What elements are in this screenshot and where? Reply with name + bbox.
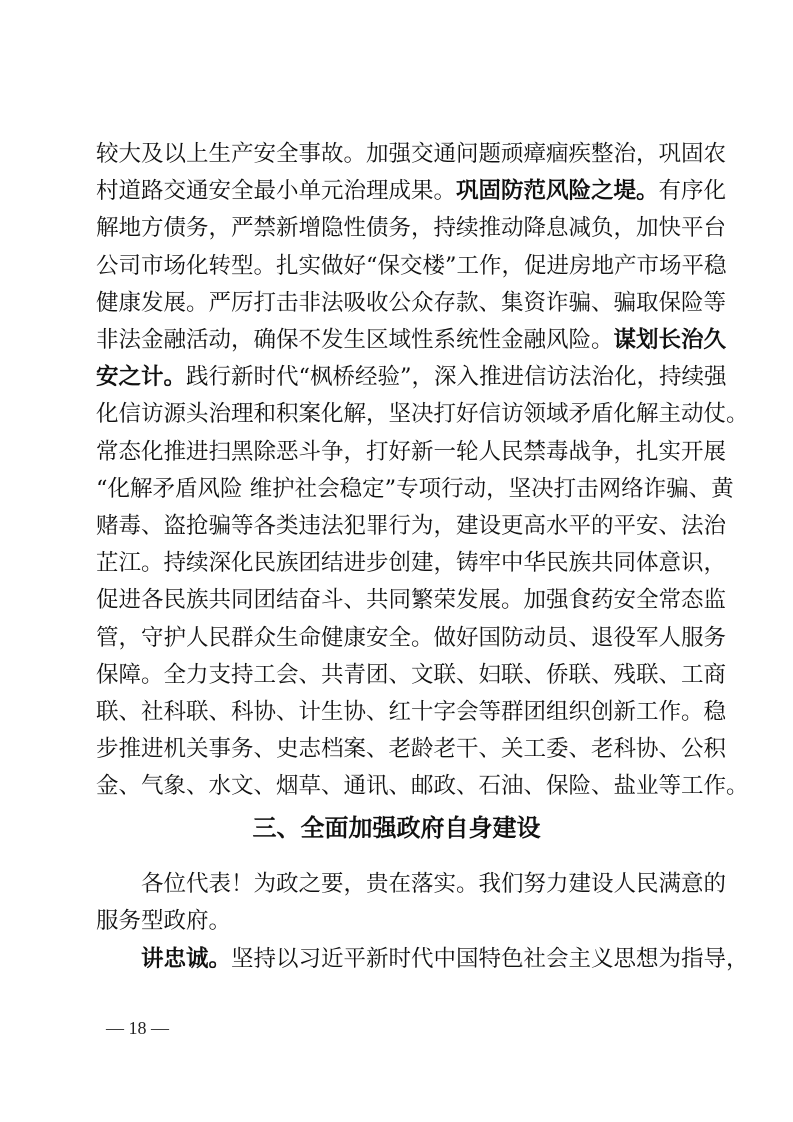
text-line — [96, 582, 727, 619]
bold-lead-text: 巩固防范风险之堤。 — [456, 178, 659, 205]
text-line — [96, 210, 727, 247]
text-segment: 步推进机关事务、史志档案、老龄老干、关工委、老科协、公积 — [96, 736, 727, 763]
bold-lead-text: 讲忠诚。 — [141, 946, 232, 972]
text-line — [96, 694, 727, 731]
text-line — [96, 620, 727, 657]
text-line — [141, 941, 749, 978]
text-segment: 保障。全力支持工会、共青团、文联、妇联、侨联、残联、工商 — [96, 661, 727, 688]
text-line — [96, 173, 727, 210]
text-line — [96, 396, 749, 433]
text-line — [96, 248, 727, 285]
text-segment: 金、气象、水文、烟草、通讯、邮政、石油、保险、盐业等工作。 — [96, 773, 749, 800]
bold-lead-text: 谋划长治久 — [613, 327, 727, 353]
text-segment: 各位代表！为政之要，贵在落实。我们努力建设人民满意的 — [141, 871, 727, 897]
text-segment: “化解矛盾风险 维护社会稳定”专项行动，坚决打击网络诈骗、黄 — [96, 475, 734, 502]
text-segment: 解地方债务，严禁新增隐性债务，持续推动降息减负，加快平台 — [96, 215, 727, 242]
text-segment: 较大及以上生产安全事故。加强交通问题顽瘴痼疾整治，巩固农 — [96, 141, 727, 167]
text-line — [96, 657, 727, 694]
bold-lead-text: 安之计。 — [96, 364, 187, 391]
text-segment: 赌毒、盗抢骗等各类违法犯罪行为，建设更高水平的平安、法治 — [96, 513, 727, 539]
text-segment: 公司市场化转型。扎实做好“保交楼”工作，促进房地产市场平稳 — [96, 252, 727, 279]
text-segment: 村道路交通安全最小单元治理成果。 — [96, 178, 457, 205]
text-segment: 常态化推进扫黑除恶斗争，打好新一轮人民禁毒战争，扎实开展 — [96, 438, 727, 465]
text-line — [96, 545, 727, 582]
text-line — [96, 434, 727, 471]
text-line — [96, 903, 702, 940]
text-line — [96, 471, 734, 508]
page-number: — 18 — — [106, 1018, 169, 1038]
text-segment: 坚持以习近平新时代中国特色社会主义思想为指导， — [231, 946, 749, 972]
section-heading: 三、全面加强政府自身建设 — [252, 814, 541, 842]
text-line — [96, 731, 727, 768]
text-line — [96, 768, 749, 805]
text-segment: 化信访源头治理和积案化解，坚决打好信访领域矛盾化解主动仗。 — [96, 401, 749, 428]
text-segment: 非法金融活动，确保不发生区域性系统性金融风险。 — [96, 327, 614, 353]
text-segment: 健康发展。严厉打击非法吸收公众存款、集资诈骗、骗取保险等 — [96, 289, 727, 316]
text-line — [96, 136, 727, 173]
text-segment: 促进各民族共同团结奋斗、共同繁荣发展。加强食药安全常态监 — [96, 587, 727, 614]
text-segment: 联、社科联、科协、计生协、红十字会等群团组织创新工作。稳 — [96, 699, 727, 725]
text-segment: 践行新时代“枫桥经验”，深入推进信访法治化，持续强 — [186, 364, 727, 391]
text-segment: 管，守护人民群众生命健康安全。做好国防动员、退役军人服务 — [96, 624, 727, 651]
text-segment: 芷江。持续深化民族团结进步创建，铸牢中华民族共同体意识， — [96, 550, 727, 577]
text-segment: 有序化 — [658, 178, 727, 205]
text-segment: 服务型政府。 — [96, 908, 232, 934]
text-line — [96, 285, 727, 322]
text-line — [141, 866, 727, 903]
text-line — [96, 508, 727, 545]
text-line — [96, 322, 727, 359]
text-line — [96, 359, 727, 396]
